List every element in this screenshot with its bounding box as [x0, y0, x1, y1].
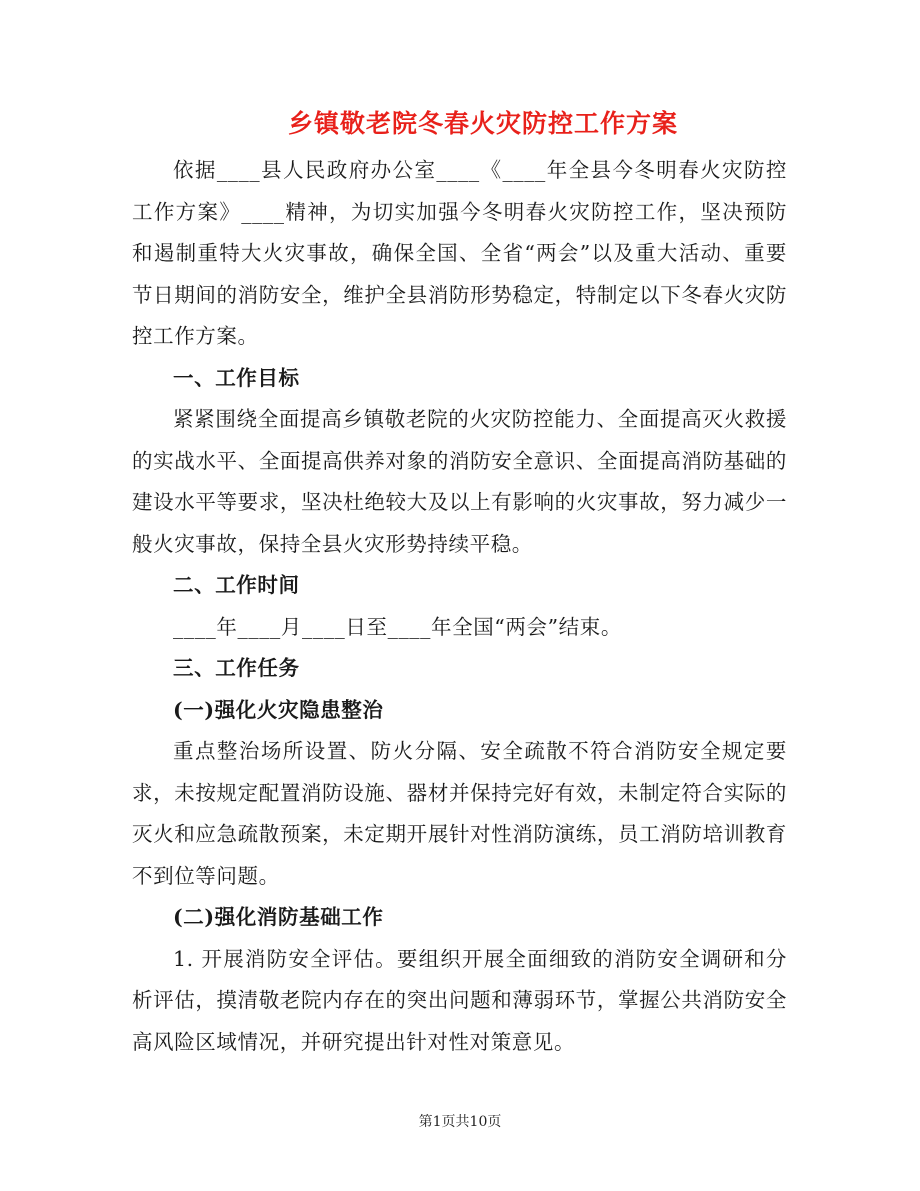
foundation-paragraph: 1. 开展消防安全评估。要组织开展全面细致的消防安全调研和分析评估，摸清敬老院内存在的突出问题和薄弱环节，掌握公共消防安全高风险区域情况，并研究提出针对性对策意见。	[132, 946, 787, 1054]
section-heading-tasks: 三、工作任务	[173, 656, 300, 680]
document-body	[132, 150, 787, 1063]
time-paragraph: ____年____月____日至____年全国“两会”结束。	[173, 614, 622, 639]
document-title: 乡镇敬老院冬春火灾防控工作方案	[287, 109, 678, 138]
subsection-heading-foundation: (二)强化消防基础工作	[173, 905, 384, 929]
section-heading-time: 二、工作时间	[173, 573, 300, 597]
hazards-paragraph: 重点整治场所设置、防火分隔、安全疏散不符合消防安全规定要求，未按规定配置消防设施、器材并保持完好有效，未制定符合实际的灭火和应急疏散预案，未定期开展针对性消防演练，员工消防培训教育不到位等问题。	[132, 739, 787, 888]
page-number: 第1页共10页	[418, 1114, 502, 1130]
section-heading-goal: 一、工作目标	[173, 365, 300, 390]
intro-paragraph: 依据____县人民政府办公室____《____年全县今冬明春火灾防控工作方案》____精神，为切实加强今冬明春火灾防控工作，坚决预防和遏制重特大火灾事故，确保全国、全省“两会”以及重大活动、重要节日期间的消防安全，维护全县消防形势稳定，特制定以下冬春火灾防控工作方案。	[132, 158, 787, 348]
subsection-heading-hazards: (一)强化火灾隐患整治	[173, 697, 384, 722]
goal-paragraph: 紧紧围绕全面提高乡镇敬老院的火灾防控能力、全面提高灭火救援的实战水平、全面提高供养对象的消防安全意识、全面提高消防基础的建设水平等要求，坚决杜绝较大及以上有影响的火灾事故，努力减少一般火灾事故，保持全县火灾形势持续平稳。	[132, 407, 787, 556]
